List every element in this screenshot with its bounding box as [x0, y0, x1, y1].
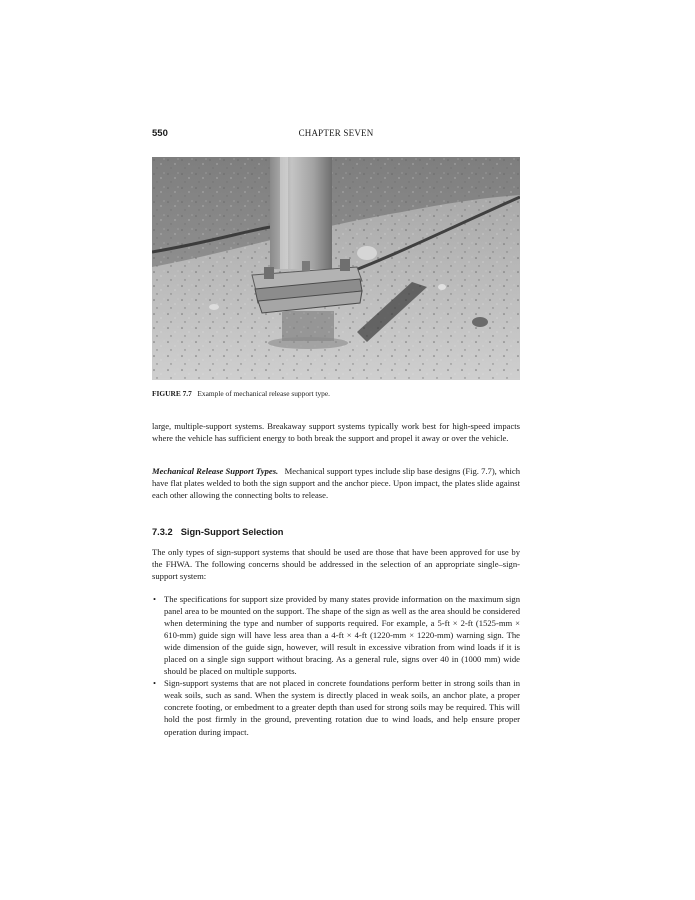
paragraph-2-body: Mechanical support types include slip base designs (Fig. 7.7), which have flat plates welded to both the sign support and the anchor piece. Upon impact, the plates slide against each other allowing the connecting bolts to release.	[152, 466, 520, 501]
section-intro-paragraph: The only types of sign-support systems that should be used are those that have been approved for use by the FHWA. The following concerns should be addressed in the selection of an appropriate single–sign-support system:	[152, 547, 520, 582]
section-heading	[152, 527, 283, 537]
bullet-marker: •	[153, 678, 157, 689]
list-item-text: Sign-support systems that are not placed in concrete foundations perform better in strong soils than in weak soils, such as sand. When the system is directly placed in weak soils, an anchor plate, a proper concrete footing, or embedment to a greater depth than used for strong soils may be required. This will hold the post firmly in the ground, preventing rotation due to wind loads, and help ensure proper operation during impact.	[164, 678, 520, 737]
running-head	[152, 128, 520, 142]
figure-caption-text: Example of mechanical release support type.	[197, 389, 330, 398]
chapter-title: CHAPTER SEVEN	[298, 128, 374, 138]
list-item-text: The specifications for support size provided by many states provide information on the maximum sign panel area to be mounted on the support. The shape of the sign as well as the area should be considered when determining the type and number of supports required. For example, a 5-ft × 2-ft (1525-mm × 610-mm) guide sign will have less area than a 4-ft × 4-ft (1220-mm × 1220-mm) warning sign. The wide dimension of the guide sign, however, will result in excessive vibration from wind loads if it is placed on a single sign support without bracing. As a general rule, signs over 40 in (1000 mm) wide should be placed on multiple supports.	[164, 594, 520, 677]
section-title: Sign-Support Selection	[180, 527, 284, 537]
bullet-marker: •	[153, 594, 157, 604]
figure-caption	[152, 389, 522, 398]
body-paragraph-1: large, multiple-support systems. Breakaway support systems typically work best for high-speed impacts where the vehicle has sufficient energy to both break the support and propel it away or over the vehicle.	[152, 421, 520, 444]
figure-photo	[152, 157, 520, 380]
page-number: 550	[152, 128, 168, 139]
body-paragraph-2	[152, 465, 520, 501]
list-item	[152, 677, 520, 737]
figure-label: FIGURE 7.7	[152, 389, 192, 398]
section-number: 7.3.2	[152, 527, 173, 537]
list-item	[152, 593, 520, 677]
run-in-heading: Mechanical Release Support Types.	[152, 466, 279, 476]
bullet-list	[152, 593, 520, 738]
